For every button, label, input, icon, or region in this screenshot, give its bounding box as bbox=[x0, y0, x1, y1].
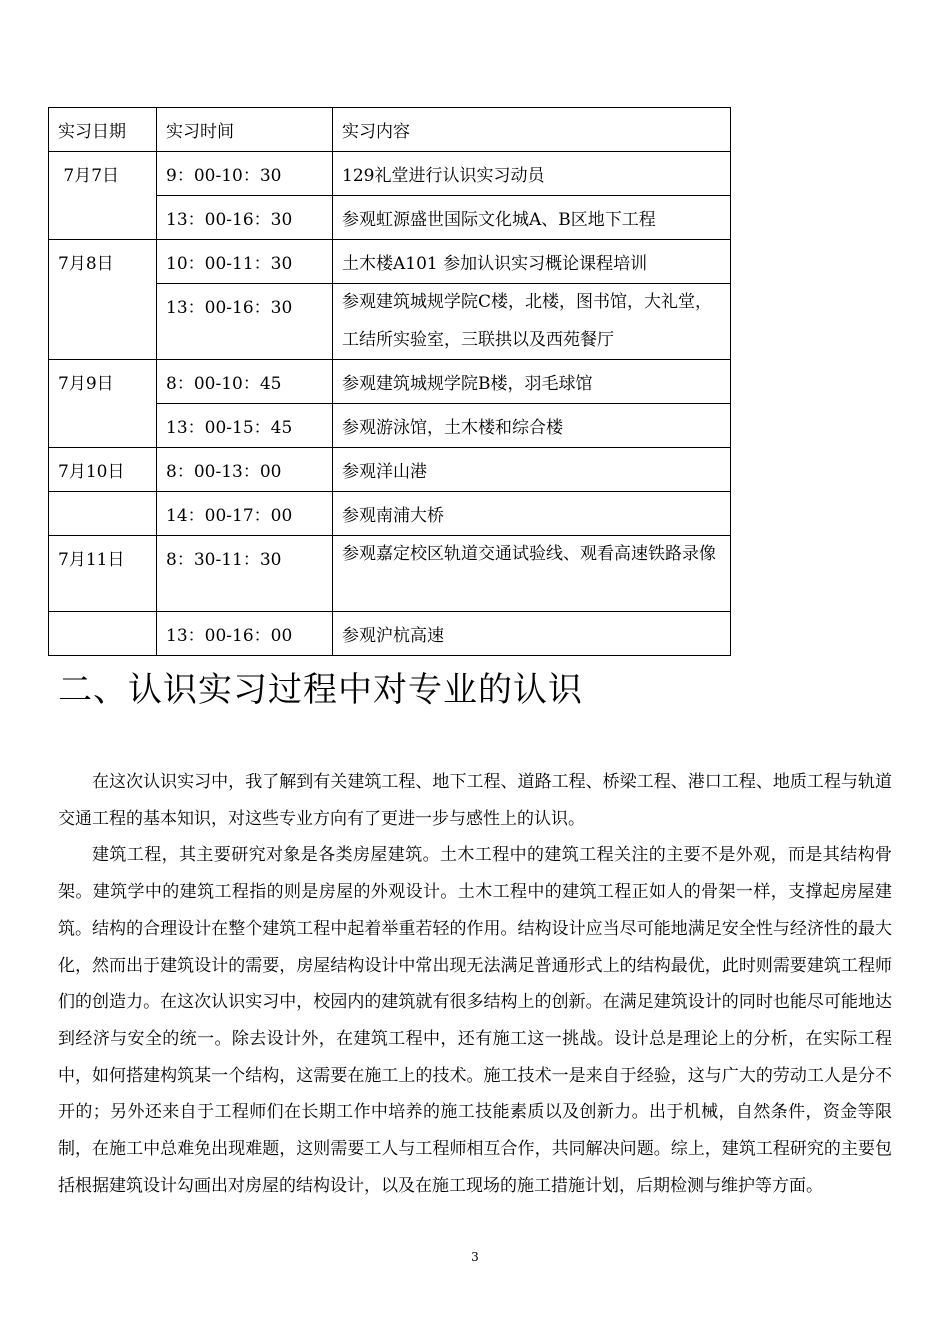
content-cell: 参观洋山港 bbox=[333, 448, 731, 492]
page-number: 3 bbox=[471, 1250, 479, 1264]
header-date: 实习日期 bbox=[49, 108, 157, 152]
table-row bbox=[49, 536, 731, 612]
date-cell: 7月8日 bbox=[49, 240, 157, 360]
table-row bbox=[49, 612, 731, 656]
time-cell: 14：00-17：00 bbox=[157, 492, 333, 536]
date-cell bbox=[49, 612, 157, 656]
content-cell: 参观嘉定校区轨道交通试验线、观看高速铁路录像 bbox=[333, 536, 731, 612]
table-row bbox=[49, 360, 731, 404]
header-time: 实习时间 bbox=[157, 108, 333, 152]
content-cell: 参观虹源盛世国际文化城A、B区地下工程 bbox=[333, 196, 731, 240]
date-cell bbox=[49, 492, 157, 536]
content-cell: 参观建筑城规学院C楼，北楼，图书馆，大礼堂，工结所实验室，三联拱以及西苑餐厅 bbox=[333, 284, 731, 360]
time-cell: 10：00-11：30 bbox=[157, 240, 333, 284]
time-cell: 8：00-10：45 bbox=[157, 360, 333, 404]
section-body bbox=[58, 764, 892, 1204]
date-cell: 7月9日 bbox=[49, 360, 157, 448]
body-paragraph: 建筑工程，其主要研究对象是各类房屋建筑。土木工程中的建筑工程关注的主要不是外观，而是其结构骨架。建筑学中的建筑工程指的则是房屋的外观设计。土木工程中的建筑工程正如人的骨架一样，支撑起房屋建筑。结构的合理设计在整个建筑工程中起着举重若轻的作用。结构设计应当尽可能地满足安全性与经济性的最大化，然而出于建筑设计的需要，房屋结构设计中常出现无法满足普通形式上的结构最优，此时则需要建筑工程师们的创造力。在这次认识实习中，校园内的建筑就有很多结构上的创新。在满足建筑设计的同时也能尽可能地达到经济与安全的统一。除去设计外，在建筑工程中，还有施工这一挑战。设计总是理论上的分析，在实际工程中，如何搭建构筑某一个结构，这需要在施工上的技术。施工技术一是来自于经验，这与广大的劳动工人是分不开的；另外还来自于工程师们在长期工作中培养的施工技能素质以及创新力。出于机械，自然条件，资金等限制，在施工中总难免出现难题，这则需要工人与工程师相互合作，共同解决问题。综上，建筑工程研究的主要包括根据建筑设计勾画出对房屋的结构设计，以及在施工现场的施工措施计划，后期检测与维护等方面。 bbox=[58, 845, 892, 1196]
date-cell: 7月10日 bbox=[49, 448, 157, 492]
content-cell: 参观沪杭高速 bbox=[333, 612, 731, 656]
body-paragraph: 在这次认识实习中，我了解到有关建筑工程、地下工程、道路工程、桥梁工程、港口工程、地质工程与轨道交通工程的基本知识，对这些专业方向有了更进一步与感性上的认识。 bbox=[58, 772, 892, 829]
table-row bbox=[49, 448, 731, 492]
time-cell: 8：00-13：00 bbox=[157, 448, 333, 492]
table-header-row bbox=[49, 108, 731, 152]
date-cell: 7月7日 bbox=[49, 152, 157, 240]
header-content: 实习内容 bbox=[333, 108, 731, 152]
table-row bbox=[49, 492, 731, 536]
content-cell: 参观南浦大桥 bbox=[333, 492, 731, 536]
internship-schedule-table bbox=[48, 107, 731, 656]
section-heading: 二、认识实习过程中对专业的认识 bbox=[58, 670, 583, 710]
content-cell: 土木楼A101 参加认识实习概论课程培训 bbox=[333, 240, 731, 284]
time-cell: 13：00-16：30 bbox=[157, 196, 333, 240]
time-cell: 13：00-16：30 bbox=[157, 284, 333, 360]
time-cell: 9：00-10：30 bbox=[157, 152, 333, 196]
content-cell: 参观建筑城规学院B楼，羽毛球馆 bbox=[333, 360, 731, 404]
table-row bbox=[49, 152, 731, 196]
time-cell: 8：30-11：30 bbox=[157, 536, 333, 612]
time-cell: 13：00-16：00 bbox=[157, 612, 333, 656]
content-cell: 参观游泳馆，土木楼和综合楼 bbox=[333, 404, 731, 448]
date-cell: 7月11日 bbox=[49, 536, 157, 612]
time-cell: 13：00-15：45 bbox=[157, 404, 333, 448]
table-row bbox=[49, 240, 731, 284]
content-cell: 129礼堂进行认识实习动员 bbox=[333, 152, 731, 196]
